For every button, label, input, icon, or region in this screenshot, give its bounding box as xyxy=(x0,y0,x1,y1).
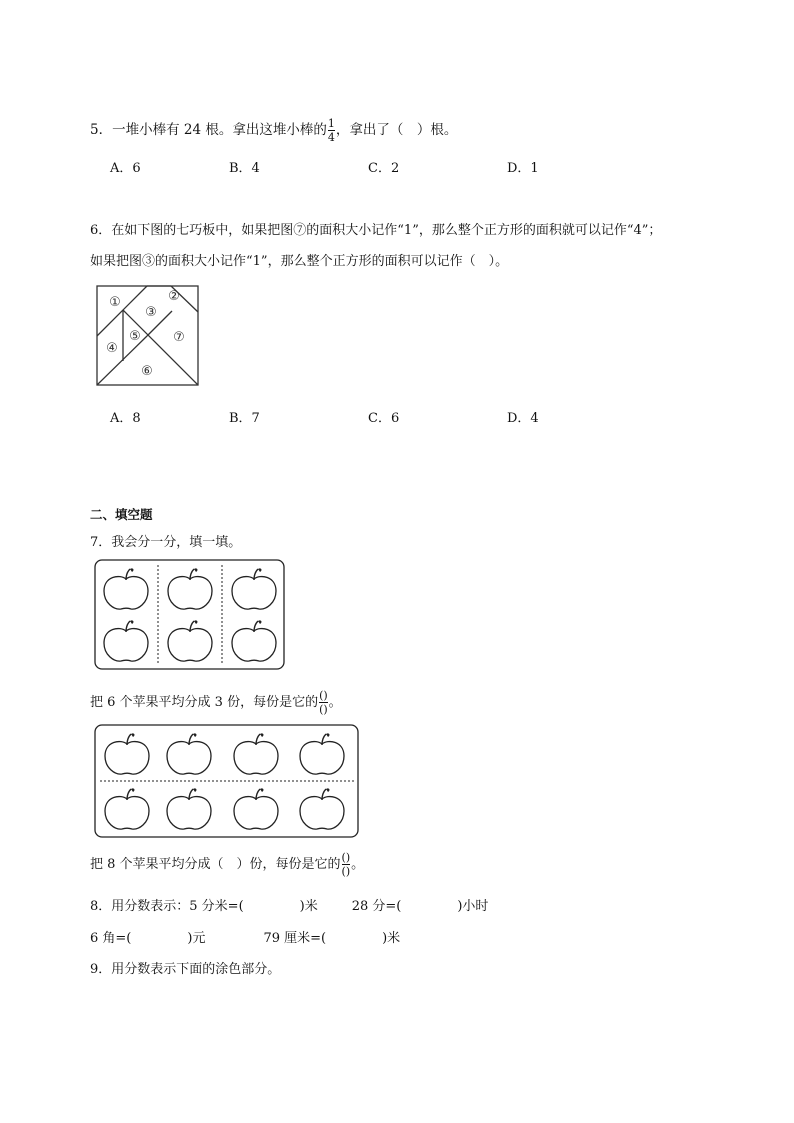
q6-option-c[interactable]: C．6 xyxy=(368,411,400,426)
q5-fraction-numerator: 1 xyxy=(327,117,335,130)
q5-text-before: 一堆小棒有 24 根。拿出这堆小棒的 xyxy=(112,122,327,138)
apple-icon xyxy=(232,620,276,661)
apple-icon xyxy=(300,788,344,829)
tangram-piece-3-label: ③ xyxy=(145,305,157,320)
q7-sentence-2-denominator[interactable]: () xyxy=(341,865,351,878)
apple-box-two-rows xyxy=(94,724,360,839)
apple-icon xyxy=(105,788,149,829)
q8-a-unit: )米 xyxy=(299,899,318,914)
tangram-piece-1-label: ① xyxy=(109,295,121,310)
q6-option-d[interactable]: D．4 xyxy=(507,411,539,426)
q8-line-1 xyxy=(90,895,488,914)
q5-fraction-denominator: 4 xyxy=(327,131,335,144)
apple-icon xyxy=(168,620,212,661)
section-2-heading: 二、填空题 xyxy=(90,507,153,522)
apple-icon xyxy=(104,620,148,661)
apple-icon xyxy=(234,788,278,829)
apple-icon xyxy=(167,733,211,774)
q5-stem xyxy=(90,118,457,143)
tangram-piece-2-label: ② xyxy=(168,289,180,304)
q7-prompt: 7．我会分一分，填一填。 xyxy=(90,535,242,550)
q7-sentence-2-fraction[interactable] xyxy=(342,852,351,877)
q5-fraction xyxy=(328,118,335,143)
tangram-piece-5-label: ⑤ xyxy=(129,329,141,344)
apple-icon xyxy=(234,733,278,774)
q7-sentence-1-denominator[interactable]: () xyxy=(319,703,328,716)
q5-option-c[interactable]: C．2 xyxy=(368,161,400,176)
q7-sentence-2-numerator[interactable]: () xyxy=(341,851,351,864)
apple-icon xyxy=(232,568,276,609)
q7-sentence-2-text: 把 8 个苹果平均分成（ ）份，每份是它的 xyxy=(90,857,341,872)
apple-box-three-groups xyxy=(94,559,286,671)
q7-sentence-2-end: 。 xyxy=(351,857,365,872)
q5-option-a[interactable]: A．6 xyxy=(110,161,141,176)
q8-c-label: 6 角=( xyxy=(90,931,132,946)
q6-option-a[interactable]: A．8 xyxy=(110,411,141,426)
tangram-figure xyxy=(95,284,201,388)
q8-a-label: 8．用分数表示：5 分米=( xyxy=(90,899,244,914)
q8-line-2 xyxy=(90,927,400,946)
tangram-piece-7-label: ⑦ xyxy=(173,330,185,345)
q8-d-label: 79 厘米=( xyxy=(263,931,327,946)
q6-stem-line1: 6．在如下图的七巧板中，如果把图⑦的面积大小记作“1”，那么整个正方形的面积就可以记作“4”； xyxy=(90,223,662,238)
apple-icon xyxy=(168,568,212,609)
q7-sentence-2 xyxy=(90,852,364,877)
q9-prompt: 9．用分数表示下面的涂色部分。 xyxy=(90,962,281,977)
apple-icon xyxy=(105,733,149,774)
q7-sentence-1-fraction[interactable] xyxy=(319,690,328,715)
q8-c-unit: )元 xyxy=(187,931,206,946)
q7-sentence-1-text: 把 6 个苹果平均分成 3 份，每份是它的 xyxy=(90,695,319,710)
q5-number: 5． xyxy=(90,122,113,138)
apple-icon xyxy=(104,568,148,609)
q5-option-d[interactable]: D．1 xyxy=(507,161,539,176)
q5-text-after: ，拿出了（ ）根。 xyxy=(335,122,458,138)
q6-stem-line2: 如果把图③的面积大小记作“1”，那么整个正方形的面积可以记作（ ）。 xyxy=(90,254,509,269)
q6-option-b[interactable]: B．7 xyxy=(229,411,260,426)
q7-sentence-1 xyxy=(90,690,342,715)
q8-b-unit: )小时 xyxy=(457,899,489,914)
tangram-piece-4-label: ④ xyxy=(106,341,118,356)
apple-icon xyxy=(300,733,344,774)
q8-b-label: 28 分=( xyxy=(351,899,402,914)
q8-d-unit: )米 xyxy=(382,931,401,946)
tangram-piece-6-label: ⑥ xyxy=(141,364,153,379)
q7-sentence-1-numerator[interactable]: () xyxy=(319,689,328,702)
q5-option-b[interactable]: B．4 xyxy=(229,161,260,176)
q7-sentence-1-end: 。 xyxy=(328,695,342,710)
apple-icon xyxy=(167,788,211,829)
